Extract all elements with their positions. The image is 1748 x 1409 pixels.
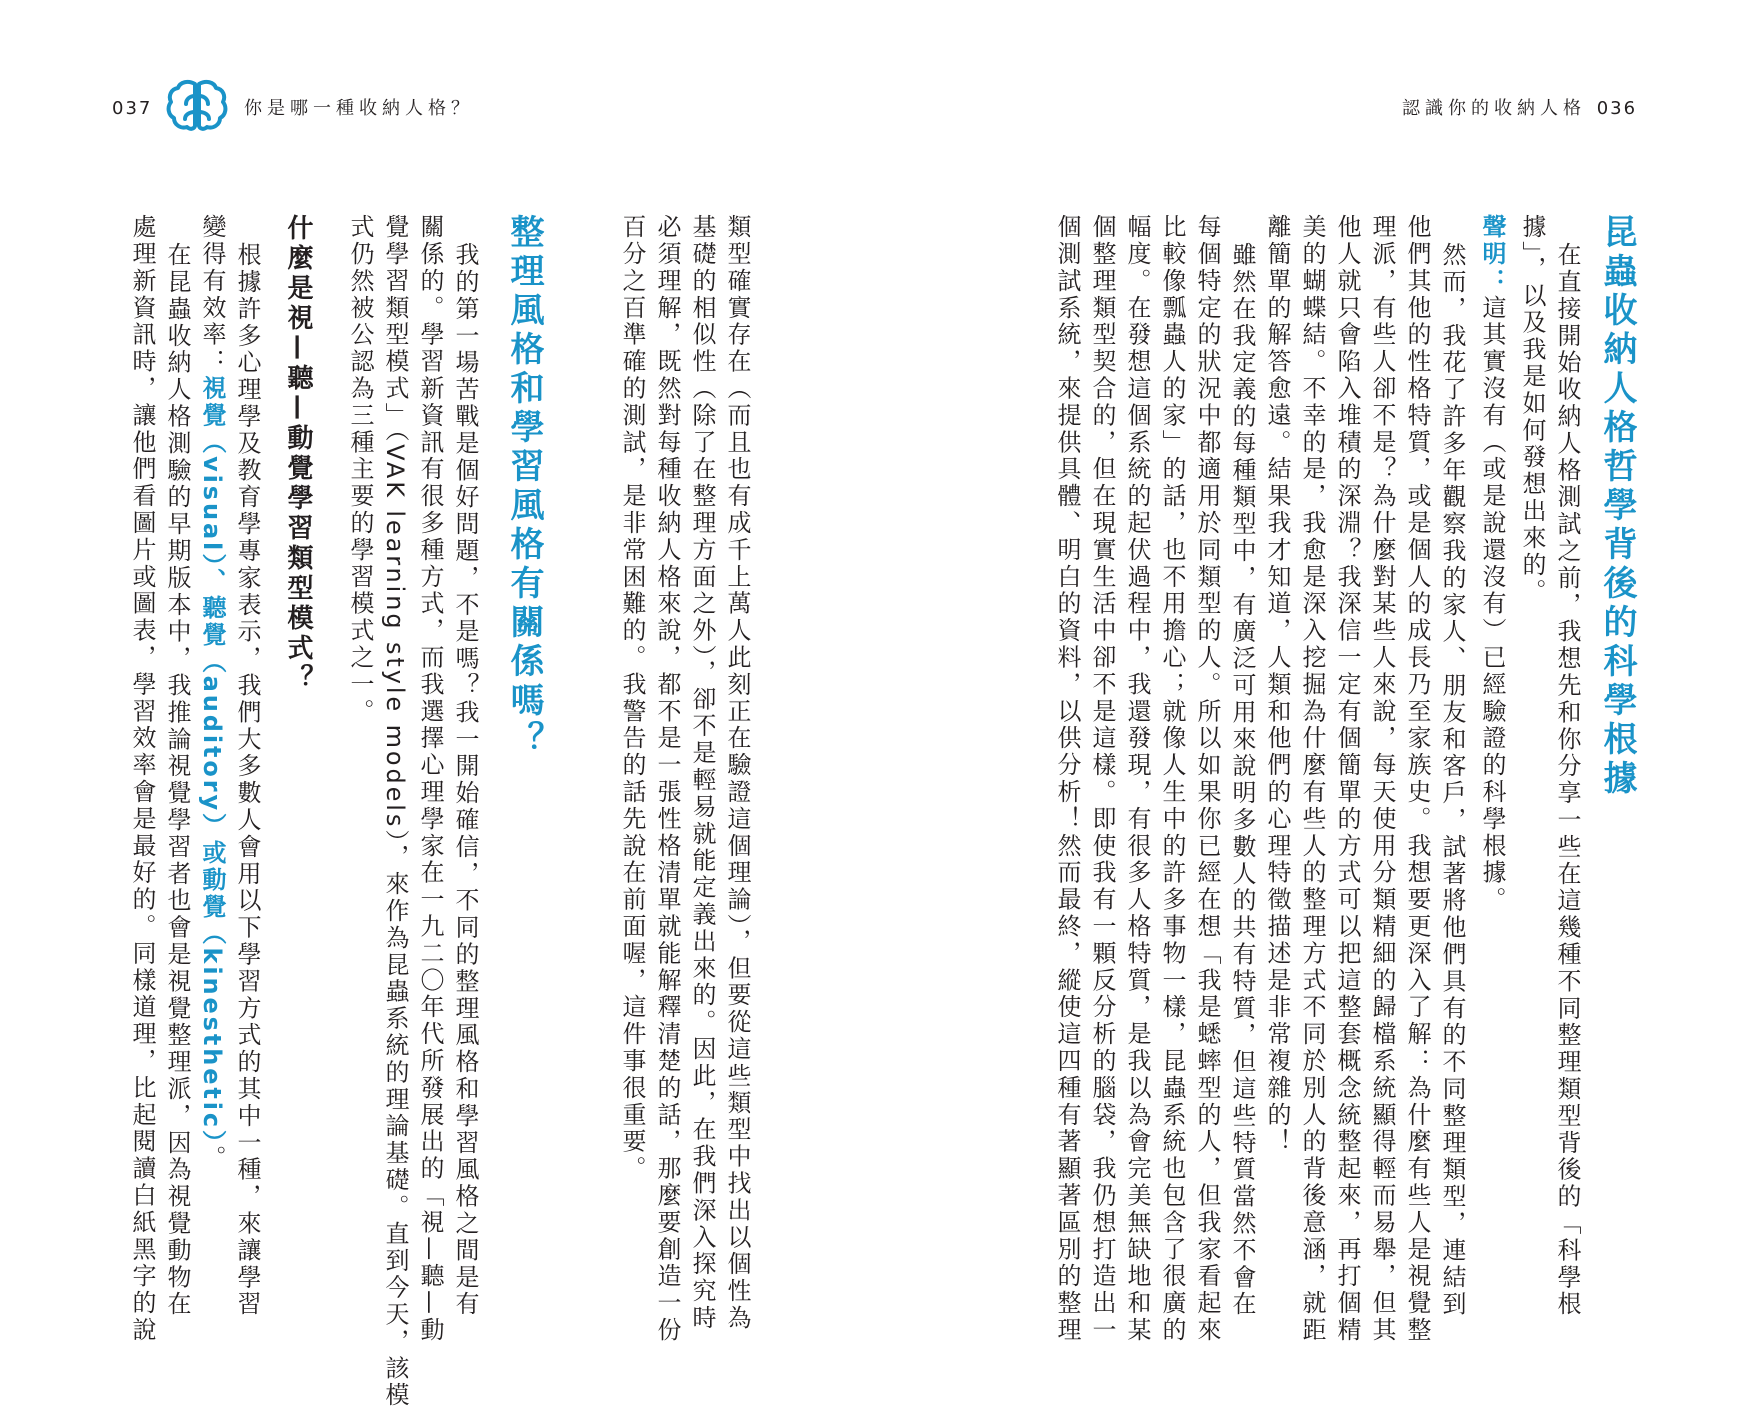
body-line: 雖然在我定義的每種類型中，有廣泛可用來說明多數人的共有特質，但這些特質當然不會在 (1228, 242, 1256, 1318)
vak-separator: 、 (198, 568, 226, 595)
body-line: 他人就只會陷入堆積的深淵？我深信一定有個簡單的方式可以把這整套概念統整起來，再打個精 (1333, 214, 1361, 1344)
body-line: 他們其他的性格特質，或是個人的成長乃至家族史。我想要更深入了解：為什麼有些人是視覺整 (1403, 214, 1431, 1344)
body-line: 式仍然被公認為三種主要的學習模式之一。 (346, 214, 374, 726)
body-line: 必須理解，既然對每種收納人格來說，都不是一張性格清單就能解釋清楚的話，那麼要創造一份 (653, 214, 681, 1344)
vak-auditory: 聽覺（auditory） (198, 594, 226, 840)
left-page-header (112, 96, 152, 122)
body-line: 在昆蟲收納人格測驗的早期版本中，我推論視覺學習者也會是視覺整理派，因為視覺動物在 (163, 242, 191, 1318)
body-line: 個整理類型契合的，但在現實生活中卻不是這樣。即使我有一顆反分析的腦袋，我仍想打造出一 (1088, 214, 1116, 1344)
body-line: 個測試系統，來提供具體、明白的資料，以供分析！然而最終，縱使這四種有著顯著區別的整理 (1053, 214, 1081, 1344)
right-page-header (1402, 96, 1637, 122)
body-line: 類型確實存在（而且也有成千上萬人此刻正在驗證這個理論），但要從這些類型中找出以個性為 (723, 214, 751, 1332)
brain-icon (166, 78, 228, 132)
right-page-heading: 昆蟲收納人格哲學背後的科學根據 (1597, 214, 1637, 799)
body-line: 幅度。在發想這個系統的起伏過程中，我還發現，有很多人格特質，是我以為會完美無缺地和某 (1123, 214, 1151, 1344)
disclaimer-label: 聲明： (1478, 214, 1506, 295)
disclaimer (1477, 214, 1506, 1174)
body-line: 理派，有些人卻不是？為什麼對某些人來說，每天使用分類精細的歸檔系統顯得輕而易舉，但其 (1368, 214, 1396, 1344)
disclaimer-text: 這其實沒有（或是說還沒有）已經驗證的科學根據。 (1478, 294, 1506, 914)
sub-heading: 什麼是視—聽—動覺學習類型模式？ (283, 214, 313, 694)
body-line: 然而，我花了許多年觀察我的家人、朋友和客戶，試著將他們具有的不同整理類型，連結到 (1438, 242, 1466, 1318)
body-line: 我的第一場苦戰是個好問題，不是嗎？我一開始確信，不同的整理風格和學習風格之間是有 (451, 242, 479, 1318)
vak-kinesthetic: 動覺（kinesthetic） (198, 866, 226, 1145)
body-line: 覺學習類型模式」（VAK learning style models），來作為昆蟲系統的理論基礎。直到今天，該模 (381, 214, 409, 1409)
body-line: 離簡單的解答愈遠。結果我才知道，人類和他們的心理特徵描述是非常複雜的！ (1263, 214, 1291, 1156)
vak-end: 。 (198, 1144, 226, 1172)
left-page-number: 037 (112, 98, 153, 119)
body-line: 百分之百準確的測試，是非常困難的。我警告的話先說在前面喔，這件事很重要。 (618, 214, 646, 1183)
vak-or: 或 (198, 839, 226, 867)
vak-line (197, 214, 226, 1174)
body-line: 處理新資訊時，讓他們看圖片或圖表，學習效率會是最好的。同樣道理，比起閱讀白紙黑字的說 (128, 214, 156, 1344)
vak-prefix: 變得有效率： (198, 214, 226, 376)
body-line: 每個特定的狀況中都適用於同類型的人。所以如果你已經在想「我是蟋蟀型的人，但我家看起來 (1193, 214, 1221, 1344)
section-heading: 整理風格和學習風格有關係嗎？ (504, 214, 544, 760)
vak-visual: 視覺（visual） (198, 375, 226, 569)
body-line: 據」，以及我是如何發想出來的。 (1518, 214, 1546, 606)
body-line: 關係的。學習新資訊有很多種方式，而我選擇心理學家在一九二〇年代所發展出的「視—聽—動 (416, 214, 444, 1344)
body-line: 根據許多心理學及教育學專家表示，我們大多數人會用以下學習方式的其中一種，來讓學習 (233, 242, 261, 1318)
right-page-number: 036 (1596, 98, 1638, 119)
body-line: 在直接開始收納人格測試之前，我想先和你分享一些在這幾種不同整理類型背後的「科學根 (1553, 242, 1581, 1318)
right-page-title: 認識你的收納人格 (1402, 98, 1586, 119)
left-page-title: 你是哪一種收納人格？ (244, 98, 474, 119)
body-line: 美的蝴蝶結。不幸的是，我愈是深入挖掘為什麼有些人的整理方式不同於別人的背後意涵，就距 (1298, 214, 1326, 1344)
body-line: 基礎的相似性（除了在整理方面之外），卻不是輕易就能定義出來的。因此，在我們深入探究時 (688, 214, 716, 1332)
body-line: 比較像瓢蟲人的家」的話，也不用擔心；就像人生中的許多事物一樣，昆蟲系統也包含了很廣的 (1158, 214, 1186, 1344)
